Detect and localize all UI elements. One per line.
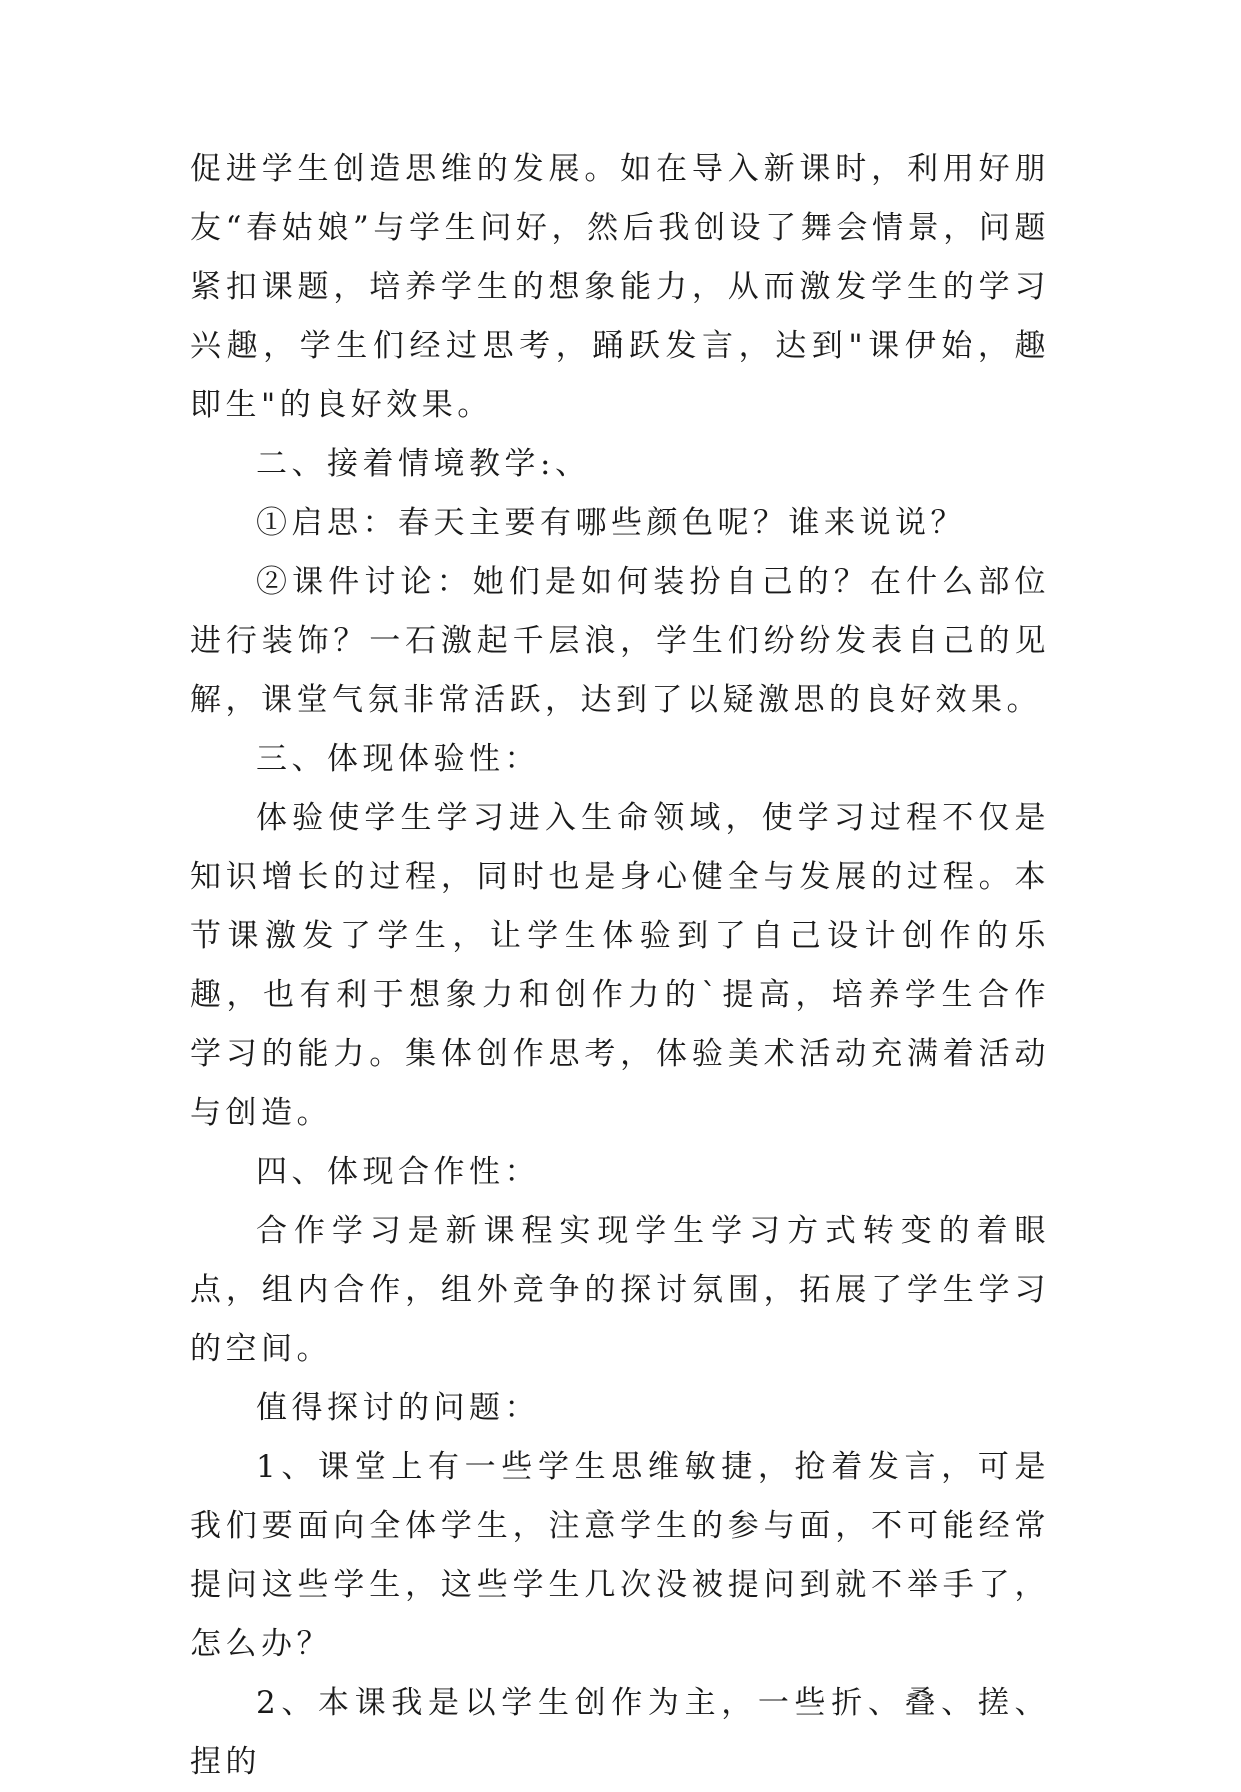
heading-issues: 值得探讨的问题：	[256, 1390, 540, 1426]
paragraph-intro-continued: 促进学生创造思维的发展。如在导入新课时，利用好朋友“春姑娘”与学生问好，然后我创设了舞会情景，问题紧扣课题，培养学生的想象能力，从而激发学生的学习兴趣，学生们经过思考，踊跃发言，达到"课伊始，趣即生"的良好效果。	[190, 151, 1050, 423]
paragraph-inspire-thinking: ①启思：春天主要有哪些颜色呢？谁来说说？	[256, 505, 966, 541]
paragraph-cooperation: 合作学习是新课程实现学生学习方式转变的着眼点，组内合作，组外竞争的探讨氛围，拓展了学生学习的空间。	[190, 1213, 1050, 1367]
paragraph-issue-2: 2、本课我是以学生创作为主，一些折、叠、搓、捏的	[190, 1685, 1050, 1780]
paragraph-courseware-discussion: ②课件讨论：她们是如何装扮自己的？在什么部位进行装饰？一石激起千层浪，学生们纷纷发表自己的见解，课堂气氛非常活跃，达到了以疑激思的良好效果。	[190, 564, 1050, 718]
document-body	[190, 140, 1050, 1792]
heading-cooperation: 四、体现合作性：	[256, 1154, 540, 1190]
heading-experience: 三、体现体验性：	[256, 741, 540, 777]
heading-situational-teaching: 二、接着情境教学:、	[256, 446, 591, 482]
paragraph-experience: 体验使学生学习进入生命领域，使学习过程不仅是知识增长的过程，同时也是身心健全与发展的过程。本节课激发了学生，让学生体验到了自己设计创作的乐趣，也有利于想象力和创作力的`提高，培养学生合作学习的能力。集体创作思考，体验美术活动充满着活动与创造。	[190, 800, 1050, 1131]
paragraph-issue-1: 1、课堂上有一些学生思维敏捷，抢着发言，可是我们要面向全体学生，注意学生的参与面，不可能经常提问这些学生，这些学生几次没被提问到就不举手了，怎么办？	[190, 1449, 1050, 1662]
